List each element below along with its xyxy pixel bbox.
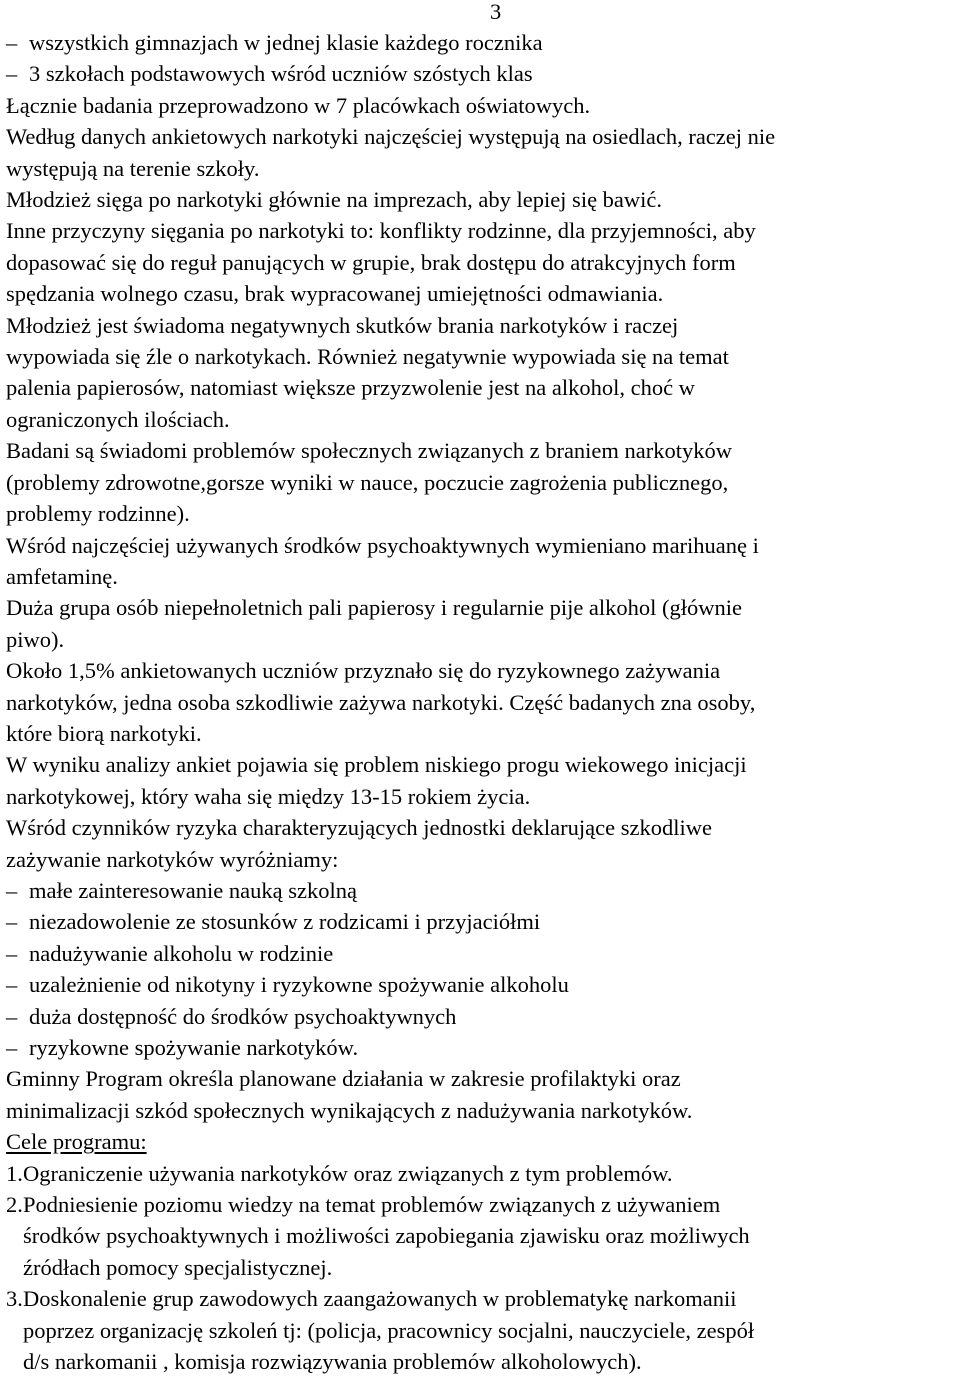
text-line: Łącznie badania przeprowadzono w 7 placówkach oświatowych. bbox=[6, 92, 591, 118]
text-line: Około 1,5% ankietowanych uczniów przyznało się do ryzykownego zażywania bbox=[6, 658, 721, 684]
list-item-text: ryzykowne spożywanie narkotyków. bbox=[29, 1035, 359, 1060]
text-line: występują na terenie szkoły. bbox=[6, 155, 260, 181]
text-line: piwo). bbox=[6, 626, 65, 652]
text-line: Młodzież jest świadoma negatywnych skutków brania narkotyków i raczej bbox=[6, 312, 679, 338]
text-line: amfetaminę. bbox=[6, 563, 118, 589]
dash-bullet: – bbox=[6, 30, 18, 55]
text-line: spędzania wolnego czasu, brak wypracowanej umiejętności odmawiania. bbox=[6, 281, 664, 307]
text-line: Wśród najczęściej używanych środków psychoaktywnych wymieniano marihuanę i bbox=[6, 532, 759, 558]
goal-item bbox=[6, 1283, 954, 1377]
survey-findings bbox=[6, 90, 954, 875]
text-line: ograniczonych ilościach. bbox=[6, 406, 230, 432]
text-line: narkotykowej, który waha się między 13-15 rokiem życia. bbox=[6, 783, 531, 809]
text-line: Gminny Program określa planowane działania w zakresie profilaktyki oraz bbox=[6, 1066, 681, 1092]
dash-bullet: – bbox=[6, 940, 18, 966]
goal-number: 1. bbox=[6, 1160, 23, 1186]
list-item-text: duża dostępność do środków psychoaktywnych bbox=[29, 1003, 457, 1029]
surveyed-schools-list bbox=[6, 27, 954, 90]
goal-text-line: Ograniczenie używania narkotyków oraz związanych z tym problemów. bbox=[23, 1160, 673, 1186]
list-item bbox=[6, 1032, 954, 1063]
text-line: Młodzież sięga po narkotyki głównie na imprezach, aby lepiej się bawić. bbox=[6, 187, 663, 213]
goal-text-line: środków psychoaktywnych i możliwości zapobiegania zjawisku oraz możliwych bbox=[23, 1223, 750, 1249]
text-line: Inne przyczyny sięgania po narkotyki to: konflikty rodzinne, dla przyjemności, aby bbox=[6, 218, 756, 244]
goals-list bbox=[6, 1158, 954, 1378]
text-line: Badani są świadomi problemów społecznych związanych z braniem narkotyków bbox=[6, 438, 733, 464]
dash-bullet: – bbox=[6, 909, 18, 935]
list-item bbox=[6, 27, 954, 58]
risk-factors-list bbox=[6, 875, 954, 1063]
list-item bbox=[6, 906, 954, 937]
goal-item bbox=[6, 1189, 954, 1283]
text-line: (problemy zdrowotne,gorsze wyniki w nauce, poczucie zagrożenia publicznego, bbox=[6, 469, 729, 495]
list-item-text: nadużywanie alkoholu w rodzinie bbox=[29, 940, 334, 966]
list-item-text: wszystkich gimnazjach w jednej klasie każdego rocznika bbox=[29, 30, 543, 55]
text-line: palenia papierosów, natomiast większe przyzwolenie jest na alkohol, choć w bbox=[6, 375, 695, 401]
goal-text-line: poprzez organizację szkoleń tj: (policja, pracownicy socjalni, nauczyciele, zespół bbox=[23, 1317, 755, 1343]
text-line: dopasować się do reguł panujących w grupie, brak dostępu do atrakcyjnych form bbox=[6, 249, 736, 275]
goal-text-line: źródłach pomocy specjalistycznej. bbox=[23, 1254, 333, 1280]
page-number: 3 bbox=[490, 0, 502, 24]
text-line: zażywanie narkotyków wyróżniamy: bbox=[6, 846, 339, 872]
list-item bbox=[6, 58, 954, 89]
dash-bullet: – bbox=[6, 972, 18, 998]
list-item-text: uzależnienie od nikotyny i ryzykowne spożywanie alkoholu bbox=[29, 972, 569, 998]
goal-text-line: Podniesienie poziomu wiedzy na temat problemów związanych z używaniem bbox=[23, 1192, 721, 1218]
dash-bullet: – bbox=[6, 1035, 18, 1060]
list-item-text: małe zainteresowanie nauką szkolną bbox=[29, 877, 357, 903]
goal-item bbox=[6, 1158, 954, 1189]
list-item bbox=[6, 969, 954, 1000]
dash-bullet: – bbox=[6, 1003, 18, 1029]
dash-bullet: – bbox=[6, 61, 18, 87]
program-summary bbox=[6, 1063, 954, 1126]
goals-heading: Cele programu: bbox=[6, 1129, 147, 1155]
list-item bbox=[6, 875, 954, 906]
goal-text-line: Doskonalenie grup zawodowych zaangażowanych w problematykę narkomanii bbox=[23, 1286, 737, 1312]
list-item-text: 3 szkołach podstawowych wśród uczniów szóstych klas bbox=[29, 61, 533, 87]
text-line: które biorą narkotyki. bbox=[6, 720, 202, 746]
text-line: W wyniku analizy ankiet pojawia się problem niskiego progu wiekowego inicjacji bbox=[6, 752, 747, 778]
dash-bullet: – bbox=[6, 877, 18, 903]
text-line: narkotyków, jedna osoba szkodliwie zażywa narkotyki. Część badanych zna osoby, bbox=[6, 689, 756, 715]
document-body bbox=[6, 27, 954, 1377]
list-item-text: niezadowolenie ze stosunków z rodzicami i przyjaciółmi bbox=[29, 909, 541, 935]
goal-number: 2. bbox=[6, 1192, 23, 1218]
text-line: problemy rodzinne). bbox=[6, 501, 190, 527]
list-item bbox=[6, 1001, 954, 1032]
text-line: Według danych ankietowych narkotyki najczęściej występują na osiedlach, raczej nie bbox=[6, 124, 776, 150]
goal-text-line: d/s narkomanii , komisja rozwiązywania problemów alkoholowych). bbox=[23, 1349, 642, 1375]
text-line: Wśród czynników ryzyka charakteryzujących jednostki deklarujące szkodliwe bbox=[6, 815, 712, 841]
list-item bbox=[6, 938, 954, 969]
text-line: wypowiada się źle o narkotykach. Również negatywnie wypowiada się na temat bbox=[6, 344, 729, 370]
text-line: minimalizacji szkód społecznych wynikających z nadużywania narkotyków. bbox=[6, 1097, 693, 1123]
text-line: Duża grupa osób niepełnoletnich pali papierosy i regularnie pije alkohol (głównie bbox=[6, 595, 743, 621]
goal-number: 3. bbox=[6, 1286, 23, 1312]
